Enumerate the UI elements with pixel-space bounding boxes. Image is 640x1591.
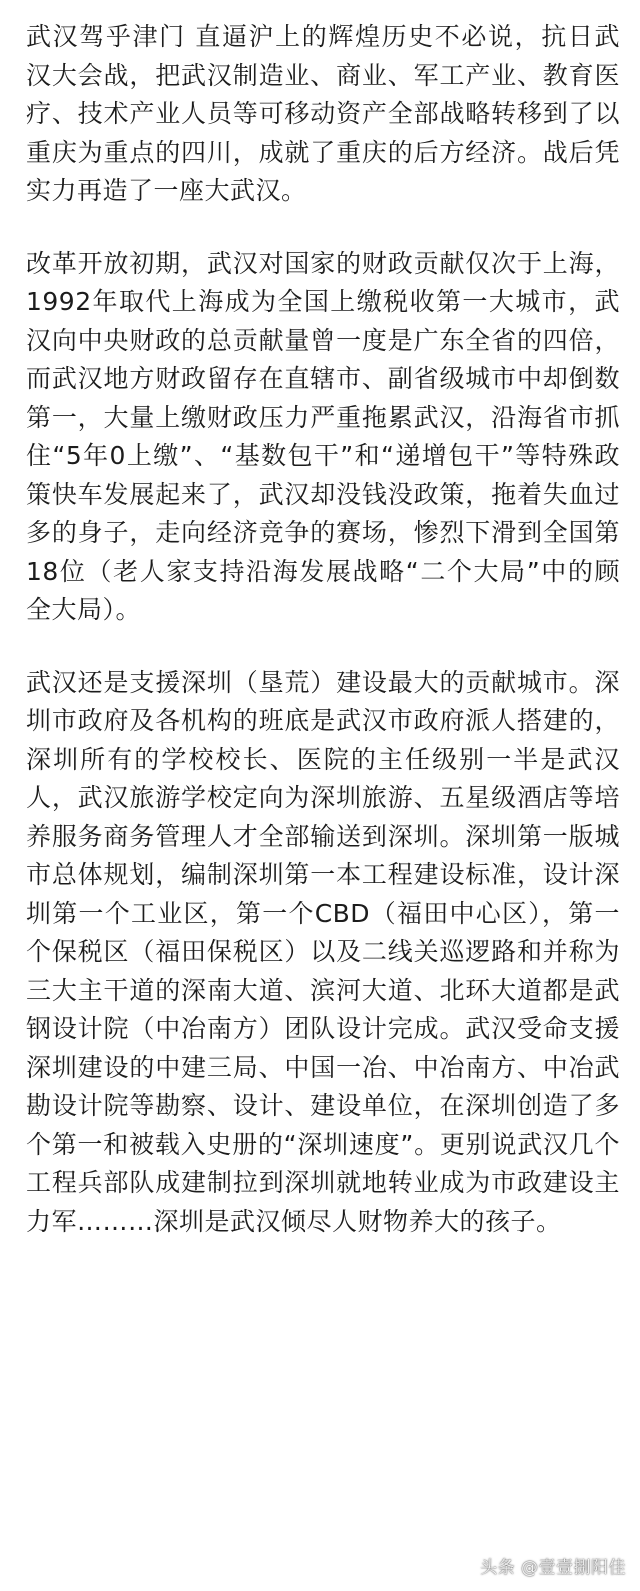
source-watermark: 头条 @壹壹捌阳佳 [480, 1558, 626, 1578]
paragraph-reform-era: 改革开放初期，武汉对国家的财政贡献仅次于上海，1992年取代上海成为全国上缴税收第一大城市，武汉向中央财政的总贡献量曾一度是广东全省的四倍，而武汉地方财政留存在直辖市、副省级城市中却倒数第一，大量上缴财政压力严重拖累武汉，沿海省市抓住“5年0上缴”、“基数包干”和“递增包干”等特殊政策快车发展起来了，武汉却没钱没政策，拖着失血过多的身子，走向经济竞争的赛场，惨烈下滑到全国第18位（老人家支持沿海发展战略“二个大局”中的顾全大局）。 [26, 248, 620, 624]
article-body [26, 18, 620, 1241]
paragraph-shenzhen-support: 武汉还是支援深圳（垦荒）建设最大的贡献城市。深圳市政府及各机构的班底是武汉市政府派人搭建的，深圳所有的学校校长、医院的主任级别一半是武汉人，武汉旅游学校定向为深圳旅游、五星级酒店等培养服务商务管理人才全部输送到深圳。深圳第一版城市总体规划，编制深圳第一本工程建设标准，设计深圳第一个工业区，第一个CBD（福田中心区），第一个保税区（福田保税区）以及二线关巡逻路和并称为三大主干道的深南大道、滨河大道、北环大道都是武钢设计院（中冶南方）团队设计完成。武汉受命支援深圳建设的中建三局、中国一冶、中冶南方、中冶武勘设计院等勘察、设计、建设单位，在深圳创造了多个第一和被载入史册的“深圳速度”。更别说武汉几个工程兵部队成建制拉到深圳就地转业成为市政建设主力军………深圳是武汉倾尽人财物养大的孩子。 [26, 667, 620, 1236]
paragraph-history: 武汉驾乎津门 直逼沪上的辉煌历史不必说，抗日武汉大会战，把武汉制造业、商业、军工产业、教育医疗、技术产业人员等可移动资产全部战略转移到了以重庆为重点的四川，成就了重庆的后方经济。战后凭实力再造了一座大武汉。 [26, 22, 620, 205]
